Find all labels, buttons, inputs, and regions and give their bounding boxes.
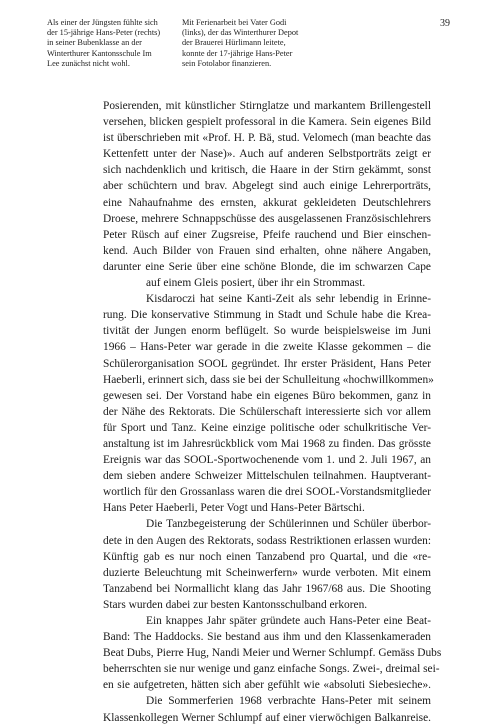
- body-line: beherrschten sie nur wenige und ganz einfache Songs. Zwei-, dreimal sei-: [103, 663, 440, 676]
- caption-line: der 15-jährige Hans-Peter (rechts): [47, 28, 161, 38]
- body-line: Klassenkollegen Werner Schlumpf auf einer vierwöchigen Balkanreise.: [103, 711, 431, 724]
- body-line: Kisdaroczi hat seine Kanti-Zeit als sehr lebendig in Erinne-: [146, 293, 431, 306]
- caption-line: der Brauerei Hürlimann leitete,: [182, 38, 286, 48]
- body-line: anstaltung ist im Jahresrückblick vom Mai 1968 zu finden. Das grösste: [103, 437, 431, 450]
- body-line: Haeberli, erinnert sich, dass sie bei der Schulleitung «hochwillkommen»: [103, 373, 434, 386]
- body-line: für Sport und Tanz. Keine einzige politische oder schulkritische Ver-: [103, 421, 431, 434]
- caption-line: Mit Ferienarbeit bei Vater Godi: [182, 18, 287, 27]
- caption-line: in seiner Bubenklasse an der: [47, 38, 142, 48]
- body-line: eine Nahaufnahme des ernsten, akkurat gekleideten Deutschlehrers: [103, 196, 431, 209]
- body-line: Posierenden, mit künstlicher Stirnglatze und markantem Brillengestell: [103, 100, 431, 112]
- body-line: ist überschrieben mit «Prof. H. P. Bä, stud. Velomech (man beachte das: [103, 132, 431, 145]
- body-line: darunter eine Serie über eine schöne Blonde, die im schwarzen Cape: [103, 260, 431, 273]
- body-line: Ereignis war das SOOL-Sportwochenende vom 1. und 2. Juli 1967, an: [103, 454, 431, 467]
- body-line: versehen, blicken gespielt professoral in die Kamera. Sein eigenes Bild: [103, 116, 431, 129]
- body-line: aber schüchtern und brav. Abgelegt sind auch einige Lehrerporträts,: [103, 180, 431, 193]
- body-line: Tanzabend bei Normallicht klang das Jahr 1967/68 aus. Die Shooting: [103, 582, 431, 595]
- body-line: Künftig gab es nur noch einen Tanzabend pro Quartal, und die «re-: [103, 550, 431, 563]
- body-line: wortlich für den Grossanlass waren die drei SOOL-Vorstandsmitglieder: [103, 486, 431, 499]
- body-line: sich nachdenklich und kritisch, die Haare in der Stirn gekämmt, sonst: [103, 164, 431, 177]
- body-text: [103, 98, 442, 726]
- body-line: tivität der Jungen enorm beflügelt. So wurde beispielsweise im Juni: [103, 325, 431, 338]
- body-line: Stars wurden dabei zur besten Kantonsschulband erkoren.: [103, 598, 368, 611]
- body-line: Peter Rüsch auf einer Zugsreise, Pfeife rauchend und Bier einschen-: [103, 228, 431, 241]
- body-line: Schülerorganisation SOOL gegründet. Ihr erster Präsident, Hans Peter: [103, 357, 431, 370]
- body-line: 1966 – Hans-Peter war gerade in die zweite Klasse gekommen – die: [103, 341, 431, 354]
- page-number: 39: [440, 18, 450, 29]
- body-line: en sie aufgetreten, hätten sich aber gefühlt wie «absoluti Siebesieche».: [103, 679, 431, 692]
- body-line: Band: The Haddocks. Sie bestand aus ihm und den Klassenkameraden: [103, 631, 431, 644]
- body-line: Ein knappes Jahr später gründete auch Hans-Peter eine Beat-: [146, 615, 431, 627]
- body-line: Kettenfett unter der Nase)». Auch auf anderen Selbstporträts zeigt er: [103, 148, 431, 161]
- body-line: der Nähe des Rektorats. Die Schülerschaft interessierte sich vor allem: [103, 405, 431, 418]
- photo-caption-right: [182, 18, 312, 69]
- caption-line: sein Fotolabor finanzieren.: [182, 58, 272, 68]
- caption-line: Als einer der Jüngsten fühlte sich: [47, 18, 158, 27]
- body-line: duzierte Beleuchtung mit Scheinwerfern» wurde verboten. Mit einem: [103, 566, 431, 579]
- body-line: dete in den Augen des Rektorats, sodass Restriktionen erlassen wurden:: [103, 534, 431, 547]
- body-line: auf einem Gleis posiert, über ihr ein Strommast.: [146, 277, 366, 290]
- caption-line: (links), der das Winterthurer Depot: [182, 28, 299, 38]
- body-line: Beat Dubs, Pierre Hug, Nandi Meier und Werner Schlumpf. Gemäss Dubs: [103, 647, 442, 660]
- caption-line: Lee zunächst nicht wohl.: [47, 58, 130, 68]
- caption-line: Winterthurer Kantonsschule Im: [47, 48, 152, 58]
- body-line: Hans Peter Haeberli, Peter Vogt und Hans-Peter Bärtschi.: [103, 502, 365, 515]
- body-line: Die Sommerferien 1968 verbrachte Hans-Peter mit seinem: [146, 695, 431, 708]
- caption-line: konnte der 17-jährige Hans-Peter: [182, 48, 293, 58]
- body-line: gewesen sei. Der Vorstand habe ein eigenes Büro bekommen, ganz in: [103, 389, 431, 402]
- body-line: Droese, mehrere Schnappschüsse des ausgelassenen Französischlehrers: [103, 212, 431, 225]
- body-line: Die Tanzbegeisterung der Schülerinnen und Schüler überbor-: [146, 518, 431, 531]
- photo-caption-left: [47, 18, 175, 69]
- body-line: kend. Auch Bilder von Frauen sind erhalten, ohne nähere Angaben,: [103, 244, 431, 257]
- body-line: dem sieben andere Schweizer Mittelschulen teilnahmen. Hauptverant-: [103, 470, 431, 483]
- body-line: rung. Die konservative Stimmung in Stadt und Schule habe die Krea-: [103, 309, 431, 322]
